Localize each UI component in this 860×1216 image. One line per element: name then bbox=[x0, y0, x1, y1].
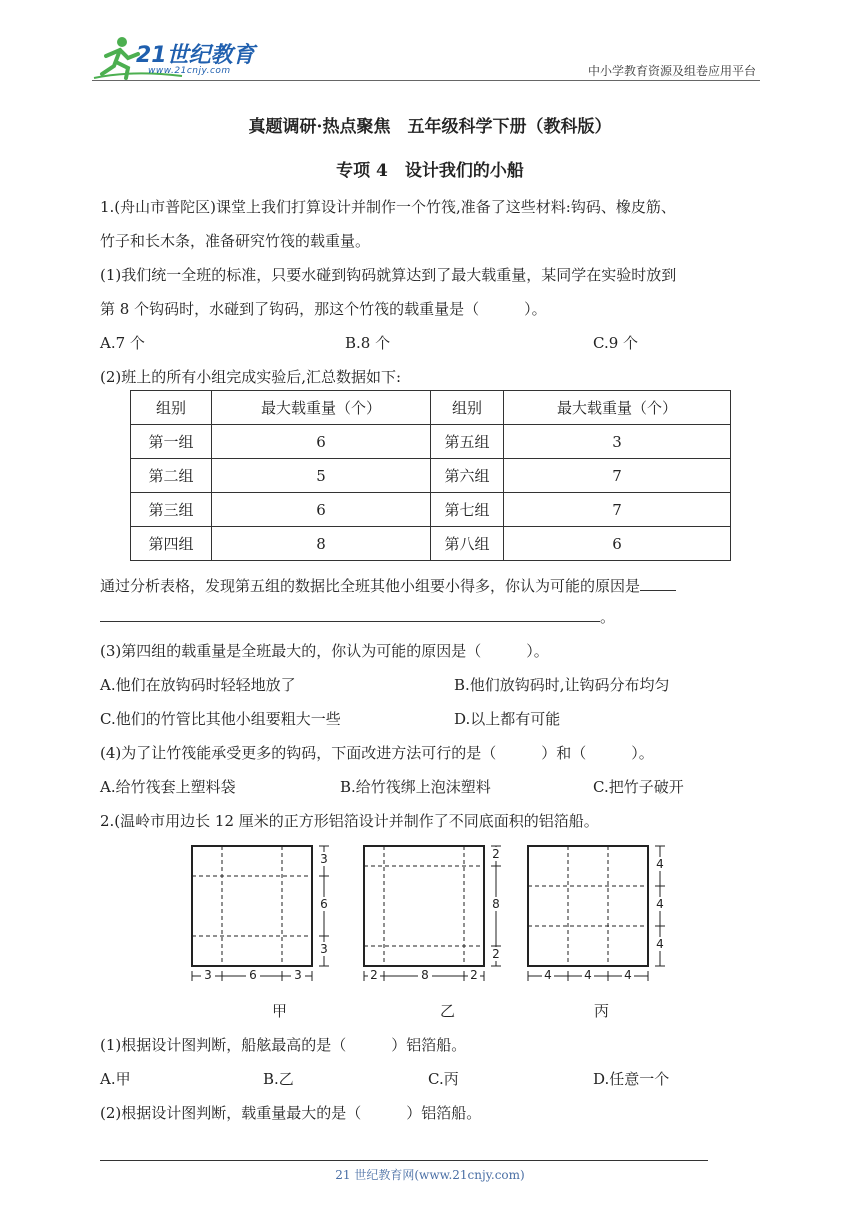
q1-part3-option-d: D.以上都有可能 bbox=[454, 710, 561, 728]
q1-part4-option-a: A.给竹筏套上塑料袋 bbox=[100, 778, 236, 796]
table-cell: 第二组 bbox=[131, 459, 212, 493]
q1-part4-option-b: B.给竹筏绑上泡沫塑料 bbox=[340, 778, 491, 796]
dim-label: 4 bbox=[654, 857, 666, 871]
q1-part1-option-c: C.9 个 bbox=[593, 334, 639, 352]
dim-label: 6 bbox=[246, 968, 260, 982]
footer-text: 21 世纪教育网(www.21cnjy.com) bbox=[335, 1168, 525, 1182]
q1-analysis-text bbox=[100, 575, 676, 597]
table-row bbox=[131, 459, 731, 493]
table-cell: 6 bbox=[504, 527, 731, 561]
dim-label: 3 bbox=[201, 968, 215, 982]
table-cell: 第三组 bbox=[131, 493, 212, 527]
q1-part1-option-b: B.8 个 bbox=[345, 334, 391, 352]
figure-bing-diagram bbox=[524, 842, 674, 984]
table-header-cell: 组别 bbox=[431, 391, 504, 425]
dim-label: 4 bbox=[622, 968, 634, 982]
table-cell: 7 bbox=[504, 459, 731, 493]
header-divider bbox=[92, 80, 760, 81]
dim-label: 4 bbox=[582, 968, 594, 982]
q2-part2-text: (2)根据设计图判断，载重量最大的是（ ）铝箔船。 bbox=[100, 1104, 482, 1122]
answer-blank[interactable] bbox=[640, 590, 676, 591]
q1-part3-option-b: B.他们放钩码时,让钩码分布均匀 bbox=[454, 676, 670, 694]
dim-label: 2 bbox=[490, 847, 502, 861]
table-row bbox=[131, 527, 731, 561]
figure-yi-diagram bbox=[360, 842, 510, 984]
q1-analysis-end: 。 bbox=[600, 608, 616, 626]
dim-label: 8 bbox=[418, 968, 432, 982]
data-table bbox=[130, 390, 731, 561]
figure-label-jia: 甲 bbox=[272, 1002, 288, 1020]
q1-analysis-prompt: 通过分析表格，发现第五组的数据比全班其他小组要小得多，你认为可能的原因是 bbox=[100, 577, 641, 595]
figure-label-yi: 乙 bbox=[440, 1002, 456, 1020]
answer-blank[interactable] bbox=[100, 621, 600, 622]
q1-part3-option-a: A.他们在放钩码时轻轻地放了 bbox=[100, 676, 296, 694]
dim-label: 2 bbox=[368, 968, 380, 982]
footer-divider bbox=[100, 1160, 708, 1161]
dim-label: 4 bbox=[542, 968, 554, 982]
dim-label: 2 bbox=[468, 968, 480, 982]
page-title: 真题调研·热点聚焦 五年级科学下册（教科版） bbox=[248, 117, 612, 137]
q1-part4-option-c: C.把竹子破开 bbox=[593, 778, 684, 796]
table-cell: 7 bbox=[504, 493, 731, 527]
dim-label: 3 bbox=[318, 852, 330, 866]
q1-part1-line1: (1)我们统一全班的标准，只要水碰到钩码就算达到了最大载重量，某同学在实验时放到 bbox=[100, 266, 677, 284]
table-header-cell: 最大载重量（个） bbox=[212, 391, 431, 425]
table-header-cell: 组别 bbox=[131, 391, 212, 425]
figure-label-bing: 丙 bbox=[594, 1002, 610, 1020]
q2-part1-option-b: B.乙 bbox=[263, 1070, 294, 1088]
table-cell: 第一组 bbox=[131, 425, 212, 459]
q1-intro-line2: 竹子和长木条，准备研究竹筏的载重量。 bbox=[100, 232, 371, 250]
q2-part1-option-d: D.任意一个 bbox=[593, 1070, 670, 1088]
table-cell: 6 bbox=[212, 493, 431, 527]
q2-part1-option-a: A.甲 bbox=[100, 1070, 131, 1088]
table-cell: 第八组 bbox=[431, 527, 504, 561]
q1-part1-option-a: A.7 个 bbox=[100, 334, 145, 352]
q1-analysis-blank-line bbox=[100, 606, 615, 628]
header-platform-text: 中小学教育资源及组卷应用平台 bbox=[587, 64, 756, 78]
table-cell: 3 bbox=[504, 425, 731, 459]
figure-jia-diagram bbox=[188, 842, 338, 984]
dim-label: 8 bbox=[490, 897, 502, 911]
table-header-cell: 最大载重量（个） bbox=[504, 391, 731, 425]
q1-part2-text: (2)班上的所有小组完成实验后,汇总数据如下: bbox=[100, 368, 402, 386]
dim-label: 4 bbox=[654, 937, 666, 951]
page-subtitle: 专项 4 设计我们的小船 bbox=[336, 161, 524, 181]
table-cell: 第七组 bbox=[431, 493, 504, 527]
table-row bbox=[131, 425, 731, 459]
logo-text: 21世纪教育 bbox=[136, 43, 255, 68]
dim-label: 2 bbox=[490, 947, 502, 961]
dim-label: 3 bbox=[318, 942, 330, 956]
table-cell: 第六组 bbox=[431, 459, 504, 493]
q1-part4-text: (4)为了让竹筏能承受更多的钩码，下面改进方法可行的是（ ）和（ ）。 bbox=[100, 744, 654, 762]
q2-part1-text: (1)根据设计图判断，船舷最高的是（ ）铝箔船。 bbox=[100, 1036, 467, 1054]
table-cell: 第五组 bbox=[431, 425, 504, 459]
q2-part1-option-c: C.丙 bbox=[428, 1070, 459, 1088]
q2-intro: 2.(温岭市用边长 12 厘米的正方形铝箔设计并制作了不同底面积的铝箔船。 bbox=[100, 812, 599, 830]
table-row bbox=[131, 493, 731, 527]
dim-label: 6 bbox=[318, 897, 330, 911]
dim-label: 4 bbox=[654, 897, 666, 911]
q1-part3-text: (3)第四组的载重量是全班最大的，你认为可能的原因是（ ）。 bbox=[100, 642, 549, 660]
dim-label: 3 bbox=[291, 968, 305, 982]
table-header-row bbox=[131, 391, 731, 425]
table-cell: 8 bbox=[212, 527, 431, 561]
table-cell: 第四组 bbox=[131, 527, 212, 561]
logo-url: www.21cnjy.com bbox=[148, 66, 231, 76]
table-cell: 5 bbox=[212, 459, 431, 493]
table-cell: 6 bbox=[212, 425, 431, 459]
q1-part1-line2: 第 8 个钩码时，水碰到了钩码，那这个竹筏的载重量是（ ）。 bbox=[100, 300, 547, 318]
q1-intro-line1: 1.(舟山市普陀区)课堂上我们打算设计并制作一个竹筏,准备了这些材料:钩码、橡皮筋、 bbox=[100, 198, 676, 216]
q1-part3-option-c: C.他们的竹管比其他小组要粗大一些 bbox=[100, 710, 341, 728]
